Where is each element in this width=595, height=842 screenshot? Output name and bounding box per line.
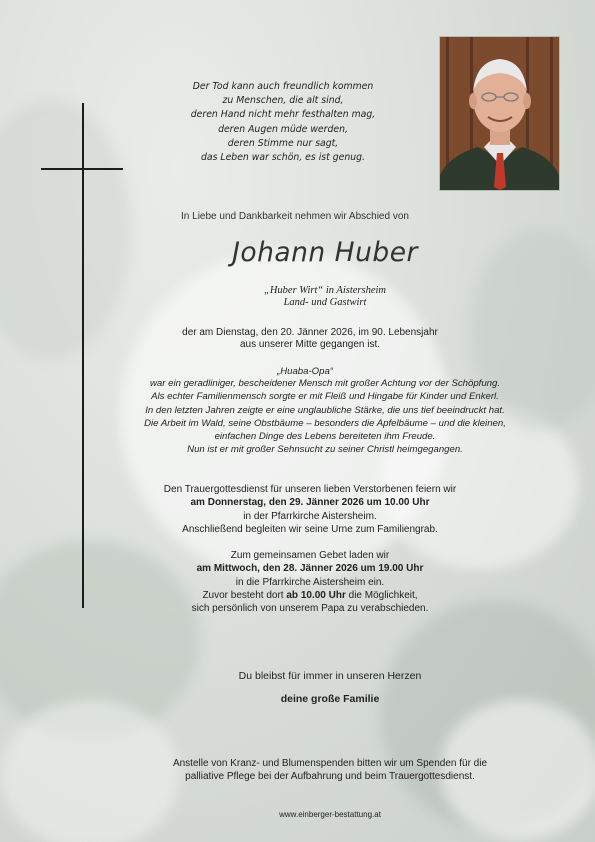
prayer-line: sich persönlich von unserem Papa zu verabschieden. [191, 603, 429, 615]
biography-line: war ein geradliniger, bescheidener Mensch mit großer Achtung vor der Schöpfung. [149, 378, 500, 389]
farewell-intro: In Liebe und Dankbarkeit nehmen wir Abschied von [181, 211, 409, 222]
quote-line: deren Stimme nur sagt, [227, 137, 339, 149]
viewing-time: ab 10.00 Uhr [286, 589, 346, 601]
biography-line: Als echter Familienmensch sorgte er mit Fleiß und Hingabe für Kinder und Enkerl. [151, 391, 499, 403]
biography-line: In den letzten Jahren zeigte er eine unglaubliche Stärke, die uns tief beeindruckt hat. [145, 404, 505, 416]
prayer-date: am Mittwoch, den 28. Jänner 2026 um 19.00 Uhr [196, 563, 424, 575]
memorial-quote [170, 80, 396, 165]
quote-line: zu Menschen, die alt sind, [222, 95, 344, 107]
death-notice-line: aus unserer Mitte gegangen ist. [239, 339, 381, 351]
subtitle-line: „Huber Wirt“ in Aistersheim [263, 285, 387, 296]
biography-line: Nun ist er mit großer Sehnsucht zu seiner Christl heimgegangen. [187, 444, 463, 456]
donation-line: palliative Pflege bei der Aufbahrung und beim Trauergottesdienst. [185, 771, 475, 783]
prayer-line-pre: Zuvor besteht dort [202, 589, 287, 601]
prayer-line: Zum gemeinsamen Gebet laden wir [230, 550, 390, 561]
prayer-line-post: die Möglichkeit, [345, 589, 418, 601]
deceased-subtitle [190, 285, 460, 309]
funeral-line: Den Trauergottesdienst für unseren lieben Verstorbenen feiern wir [163, 484, 457, 495]
funeral-date: am Donnerstag, den 29. Jänner 2026 um 10.00 Uhr [190, 497, 430, 509]
portrait-image [440, 37, 559, 190]
cross-vertical [82, 103, 84, 608]
subtitle-line: Land- und Gastwirt [283, 297, 367, 308]
prayer-line: in die Pfarrkirche Aistersheim ein. [235, 576, 385, 588]
death-notice-line: der am Dienstag, den 20. Jänner 2026, im 90. Lebensjahr [182, 327, 438, 338]
deceased-name: Johann Huber [232, 237, 418, 268]
quote-line: deren Hand nicht mehr festhalten mag, [190, 109, 376, 121]
funeral-service [140, 483, 480, 536]
quote-line: Der Tod kann auch freundlich kommen [192, 81, 374, 92]
cross-horizontal [41, 168, 123, 170]
portrait-photo [439, 36, 560, 191]
death-notice [140, 327, 480, 352]
quote-line: deren Augen müde werden, [218, 123, 348, 135]
biography-line: Die Arbeit im Wald, seine Obstbäume – besonders die Apfelbäume – und die kleinen, [144, 417, 506, 429]
funeral-line: in der Pfarrkirche Aistersheim. [243, 510, 377, 522]
website-link[interactable]: www.einberger-bestattung.at [279, 810, 381, 819]
biography-line: einfachen Dinge des Lebens bereiteten ihm Freude. [214, 431, 436, 443]
nickname: „Huaba-Opa“ [277, 366, 333, 377]
prayer-service [140, 549, 480, 615]
background-foliage [0, 100, 130, 360]
funeral-line: Anschließend begleiten wir seine Urne zum Familiengrab. [182, 523, 438, 535]
family-signature: deine große Familie [280, 693, 380, 705]
donation-notice [110, 757, 550, 784]
biography [110, 377, 540, 457]
closing-line: Du bleibst für immer in unseren Herzen [238, 670, 422, 682]
prayer-line [140, 589, 480, 602]
quote-line: das Leben war schön, es ist genug. [201, 152, 365, 164]
donation-line: Anstelle von Kranz- und Blumenspenden bitten wir um Spenden für die [172, 758, 488, 769]
